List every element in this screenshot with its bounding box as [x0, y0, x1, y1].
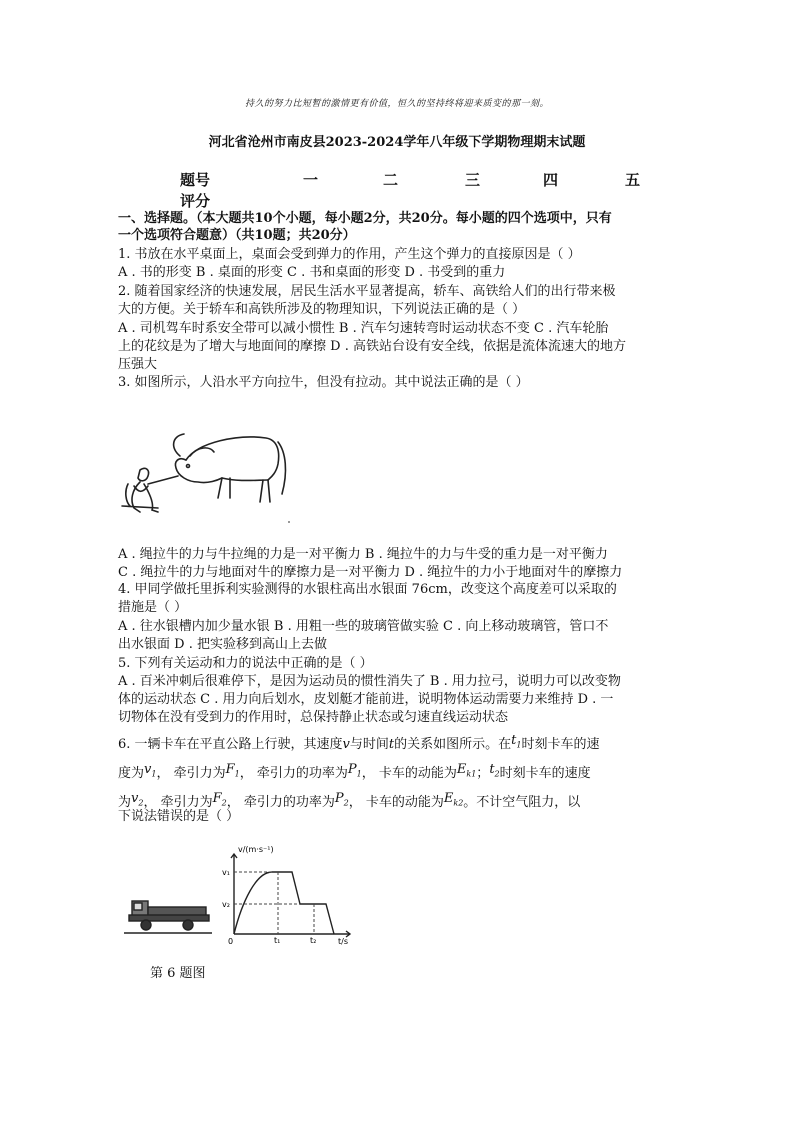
q6-sym-P1	[348, 762, 362, 777]
q5-options-line3: 切物体在没有受到力的作用时，总保持静止状态或匀速直线运动状态	[118, 710, 509, 725]
q6-sym-t1	[511, 733, 521, 748]
q4-stem-line2: 措施是（ ）	[118, 600, 188, 615]
q6-text-b: 与时间	[349, 737, 389, 752]
q6-sym-P1-sub: 1	[356, 769, 362, 779]
q6-text-f: ， 牵引力为	[156, 766, 226, 781]
q6-sym-v: v	[342, 737, 350, 752]
score-col-5: 五	[625, 171, 641, 189]
score-header-label: 题号	[180, 171, 211, 189]
figure-caption: 第 6 题图	[150, 966, 206, 981]
q5-options-line2: 体的运动状态 C . 用力向后划水，皮划艇才能前进，说明物体运动需要力来维持 D . 一	[118, 692, 614, 707]
q6-sym-Ek2-sub: k2	[453, 798, 464, 808]
q6-text-k: 为	[118, 795, 132, 810]
v1-axis-label: v₁	[222, 868, 230, 877]
ox-pulling-figure	[118, 412, 298, 527]
q6-text-e: 度为	[118, 766, 145, 781]
q6-text-o: 。不计空气阻力，以	[463, 795, 581, 810]
q3-options-line2: C . 绳拉牛的力与地面对牛的摩擦力是一对平衡力 D . 绳拉牛的力小于地面对牛的摩擦力	[118, 565, 623, 580]
velocity-time-graph	[220, 842, 365, 947]
q6-sym-t2-base: t	[489, 762, 495, 777]
q6-text-a: 6. 一辆卡车在平直公路上行驶，其速度	[118, 737, 343, 752]
q6-sym-v1-sub: 1	[151, 769, 157, 779]
q4-stem-line1: 4. 甲同学做托里拆利实验测得的水银柱高出水银面 76cm，改变这个高度差可以采取的	[118, 582, 617, 597]
score-row-label: 评分	[180, 192, 211, 210]
q6-sym-v2-sub: 2	[138, 798, 144, 808]
score-table-header	[180, 169, 660, 189]
q6-sym-Ek2	[444, 791, 463, 806]
q6-sym-t1-base: t	[511, 733, 517, 748]
q2-options-line3: 压强大	[118, 357, 158, 372]
velocity-curve	[234, 872, 334, 934]
q5-stem: 5. 下列有关运动和力的说法中正确的是（ ）	[118, 656, 373, 671]
q1-stem: 1. 书放在水平桌面上，桌面会受到弹力的作用，产生这个弹力的直接原因是（ ）	[118, 247, 581, 262]
q6-text-i: ；	[476, 766, 490, 781]
q3-stem: 3. 如图所示，人沿水平方向拉牛，但没有拉动。其中说法正确的是（ ）	[118, 375, 529, 390]
q6-sym-F2	[213, 791, 227, 806]
q3-options-line1: A . 绳拉牛的力与牛拉绳的力是一对平衡力 B . 绳拉牛的力与牛受的重力是一对平衡力	[118, 547, 608, 562]
q2-stem-line2: 大的方便。关于轿车和高铁所涉及的物理知识，下列说法正确的是（ ）	[118, 302, 526, 317]
q6-sym-t2	[489, 762, 499, 777]
q6-sym-F1-sub: 1	[234, 769, 240, 779]
score-col-1: 一	[303, 171, 319, 189]
score-col-4: 四	[543, 171, 559, 189]
q6-sym-Ek1-base: E	[456, 762, 467, 777]
truck-figure	[124, 885, 214, 940]
x-axis-label: t/s	[338, 937, 348, 946]
q6-sym-P2	[335, 791, 349, 806]
q6-sym-P2-base: P	[334, 791, 344, 806]
motto-header: 持久的努力比短暂的激情更有价值，恒久的坚持终将迎来质变的那一刻。	[244, 99, 549, 109]
y-axis-label: v/(m·s⁻¹)	[238, 845, 274, 854]
q6-sym-Ek2-base: E	[443, 791, 454, 806]
q2-stem-line1: 2. 随着国家经济的快速发展，居民生活水平显著提高，轿车、高铁给人们的出行带来极	[118, 284, 616, 299]
section-heading-line2: 一个选项符合题意）（共10题；共20分）	[118, 228, 356, 243]
q6-text-l: ， 牵引力为	[143, 795, 213, 810]
q6-sym-P1-base: P	[347, 762, 357, 777]
q4-options-line1: A . 往水银槽内加少量水银 B . 用粗一些的玻璃管做实验 C . 向上移动玻璃管，管口不	[118, 619, 609, 634]
q6-text-c: 的关系如图所示。在	[394, 737, 512, 752]
q6-sym-t2-sub: 2	[494, 769, 500, 779]
exam-title: 河北省沧州市南皮县2023-2024学年八年级下学期物理期末试题	[208, 135, 586, 150]
q4-options-line2: 出水银面 D . 把实验移到高山上去做	[118, 637, 327, 652]
score-col-3: 三	[465, 171, 481, 189]
q6-sym-F1-base: F	[225, 762, 235, 777]
q2-options-line1: A . 司机驾车时系安全带可以减小惯性 B . 汽车匀速转弯时运动状态不变 C . 汽车轮胎	[118, 321, 609, 336]
origin-label: 0	[228, 937, 234, 946]
q6-sym-v1	[144, 762, 156, 777]
q6-sym-F2-sub: 2	[221, 798, 227, 808]
q6-sym-F2-base: F	[212, 791, 222, 806]
q6-line4: 下说法错误的是（ ）	[118, 809, 240, 824]
q6-sym-v1-base: v	[144, 762, 152, 777]
q6-text-d: 时刻卡车的速	[521, 737, 600, 752]
q6-sym-Ek1	[457, 762, 476, 777]
t1-axis-label: t₁	[274, 936, 281, 945]
q6-sym-t: t	[388, 737, 395, 752]
v2-axis-label: v₂	[222, 900, 230, 909]
q6-text-n: ， 卡车的动能为	[348, 795, 444, 810]
q6-sym-Ek1-sub: k1	[466, 769, 477, 779]
q6-sym-v2-base: v	[131, 791, 139, 806]
q6-sym-F1	[226, 762, 240, 777]
score-col-2: 二	[383, 171, 399, 189]
section-heading-line1: 一、选择题。（本大题共10个小题，每小题2分，共20分。每小题的四个选项中，只有	[118, 211, 612, 226]
q6-text-g: ， 牵引力的功率为	[239, 766, 348, 781]
t2-axis-label: t₂	[310, 936, 317, 945]
q6-sym-P2-sub: 2	[343, 798, 349, 808]
q6-text-j: 时刻卡车的速度	[499, 766, 591, 781]
q6-text-m: ， 牵引力的功率为	[226, 795, 335, 810]
q6-sym-t1-sub: 1	[516, 740, 522, 750]
q6-text-h: ， 卡车的动能为	[361, 766, 457, 781]
q5-options-line1: A . 百米冲刺后很难停下，是因为运动员的惯性消失了 B . 用力拉弓，说明力可以改变物	[118, 674, 621, 689]
q2-options-line2: 上的花纹是为了增大与地面间的摩擦 D . 高铁站台设有安全线，依据是流体流速大的地方	[118, 339, 626, 354]
q1-options: A . 书的形变 B . 桌面的形变 C . 书和桌面的形变 D . 书受到的重力	[118, 265, 506, 280]
q6-sym-v2	[131, 791, 143, 806]
